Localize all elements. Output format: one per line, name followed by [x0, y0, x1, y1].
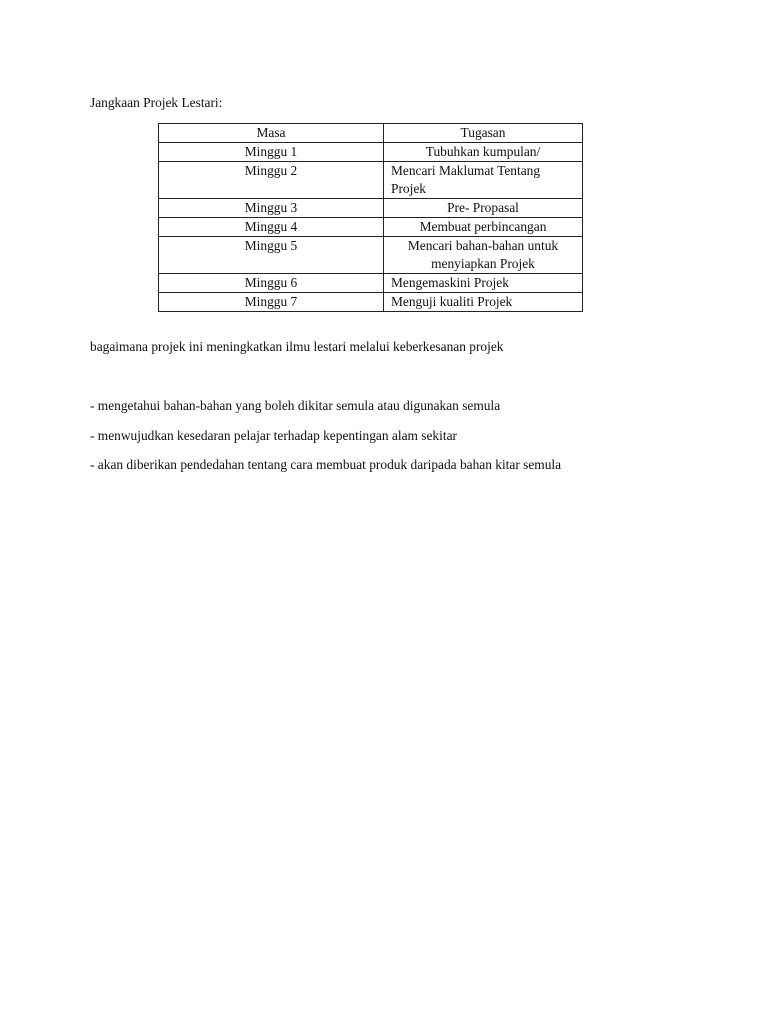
list-item: - mengetahui bahan-bahan yang boleh dikitar semula atau digunakan semula: [90, 398, 501, 413]
table-row: [159, 218, 583, 237]
document-heading: Jangkaan Projek Lestari:: [90, 95, 223, 110]
schedule-table: [158, 123, 583, 312]
table-row: [159, 199, 583, 218]
row-masa: Minggu 7: [159, 293, 384, 312]
body-paragraph: bagaimana projek ini meningkatkan ilmu lestari melalui keberkesanan projek: [90, 339, 504, 354]
row-tugasan: Membuat perbincangan: [384, 218, 583, 237]
table-row: [159, 143, 583, 162]
row-tugasan: Menguji kualiti Projek: [384, 293, 583, 312]
table-row: [159, 237, 583, 274]
table-row: [159, 274, 583, 293]
header-tugasan: Tugasan: [384, 124, 583, 143]
row-masa: Minggu 4: [159, 218, 384, 237]
row-tugasan: Tubuhkan kumpulan/: [384, 143, 583, 162]
row-masa: Minggu 6: [159, 274, 384, 293]
row-tugasan: Mengemaskini Projek: [384, 274, 583, 293]
row-masa: Minggu 3: [159, 199, 384, 218]
row-tugasan: Pre- Propasal: [384, 199, 583, 218]
table-row: [159, 293, 583, 312]
list-item: - menwujudkan kesedaran pelajar terhadap kepentingan alam sekitar: [90, 428, 457, 443]
row-masa: Minggu 1: [159, 143, 384, 162]
row-tugasan: Mencari bahan-bahan untuk menyiapkan Projek: [384, 237, 583, 274]
header-masa: Masa: [159, 124, 384, 143]
row-masa: Minggu 5: [159, 237, 384, 274]
row-tugasan: Mencari Maklumat Tentang Projek: [384, 162, 583, 199]
list-item: - akan diberikan pendedahan tentang cara membuat produk daripada bahan kitar semula: [90, 457, 562, 472]
table-header-row: [159, 124, 583, 143]
table-row: [159, 162, 583, 199]
row-masa: Minggu 2: [159, 162, 384, 199]
